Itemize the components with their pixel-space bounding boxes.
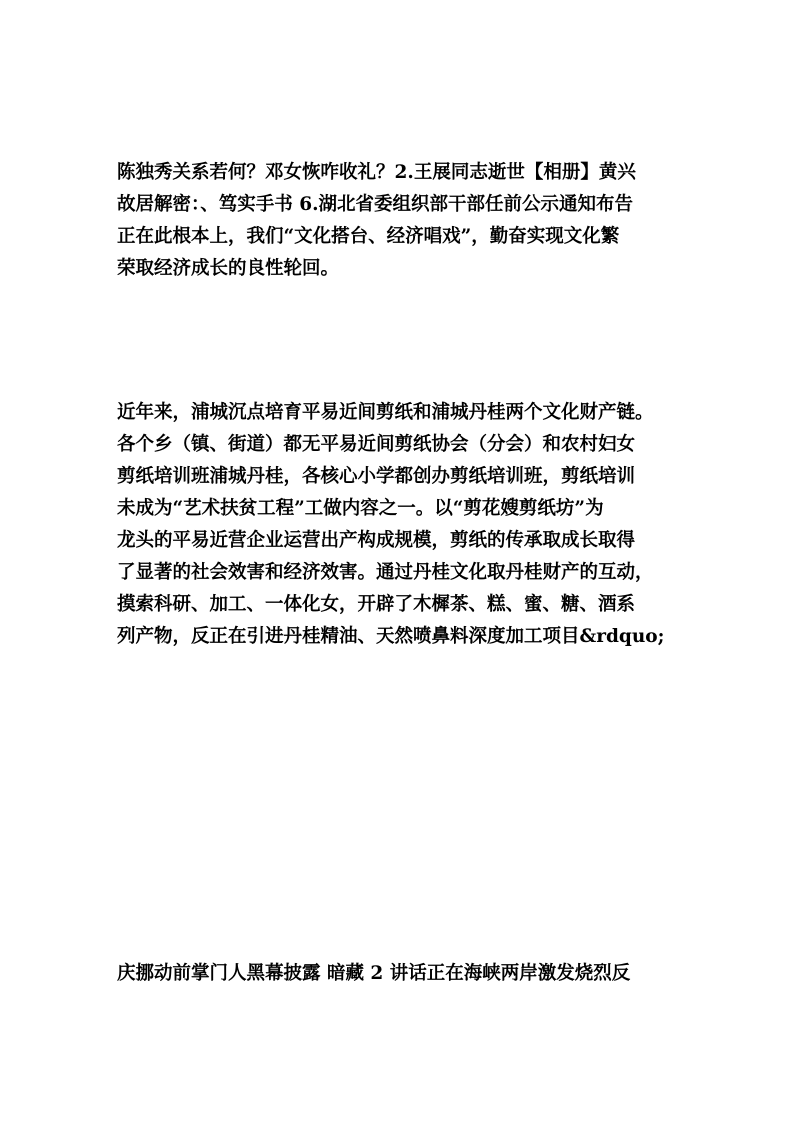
text-line: 列产物，反正在引进丹桂精油、天然喷鼻料深度加工项目&rdquo; [117,626,665,647]
paragraph-2 [117,397,687,653]
text-line: 正在此根本上，我们“文化搭台、经济唱戏”，勤奋实现文化繁 [117,226,620,247]
text-line: 了显著的社会效害和经济效害。通过丹桂文化取丹桂财产的互动， [117,562,654,583]
paragraph-1 [117,157,687,285]
text-line: 各个乡（镇、街道）都无平易近间剪纸协会（分会）和农村妇女 [117,434,636,455]
text-line: 荣取经济成长的良性轮回。 [117,258,340,279]
text-line: 剪纸培训班浦城丹桂，各核心小学都创办剪纸培训班，剪纸培训 [117,466,636,487]
text-line: 故居解密：、笃实手书 6.湖北省委组织部干部任前公示通知布告 [117,194,634,215]
text-line: 近年来，浦城沉点培育平易近间剪纸和浦城丹桂两个文化财产链。 [117,402,654,423]
text-line: 龙头的平易近营企业运营出产构成规模，剪纸的传承取成长取得 [117,530,636,551]
text-line: 未成为“艺术扶贫工程”工做内容之一。以“剪花嫂剪纸坊”为 [117,498,604,519]
text-line: 庆挪动前掌门人黑幕披露 暗藏 2 讲话正在海峡两岸激发烧烈反 [117,963,631,984]
text-line: 陈独秀关系若何？邓女恢咋收礼？2.王展同志逝世【相册】黄兴 [117,162,636,183]
text-line: 摸索科研、加工、一体化女，开辟了木樨茶、糕、蜜、糖、酒系 [117,594,636,615]
paragraph-3 [117,958,687,990]
